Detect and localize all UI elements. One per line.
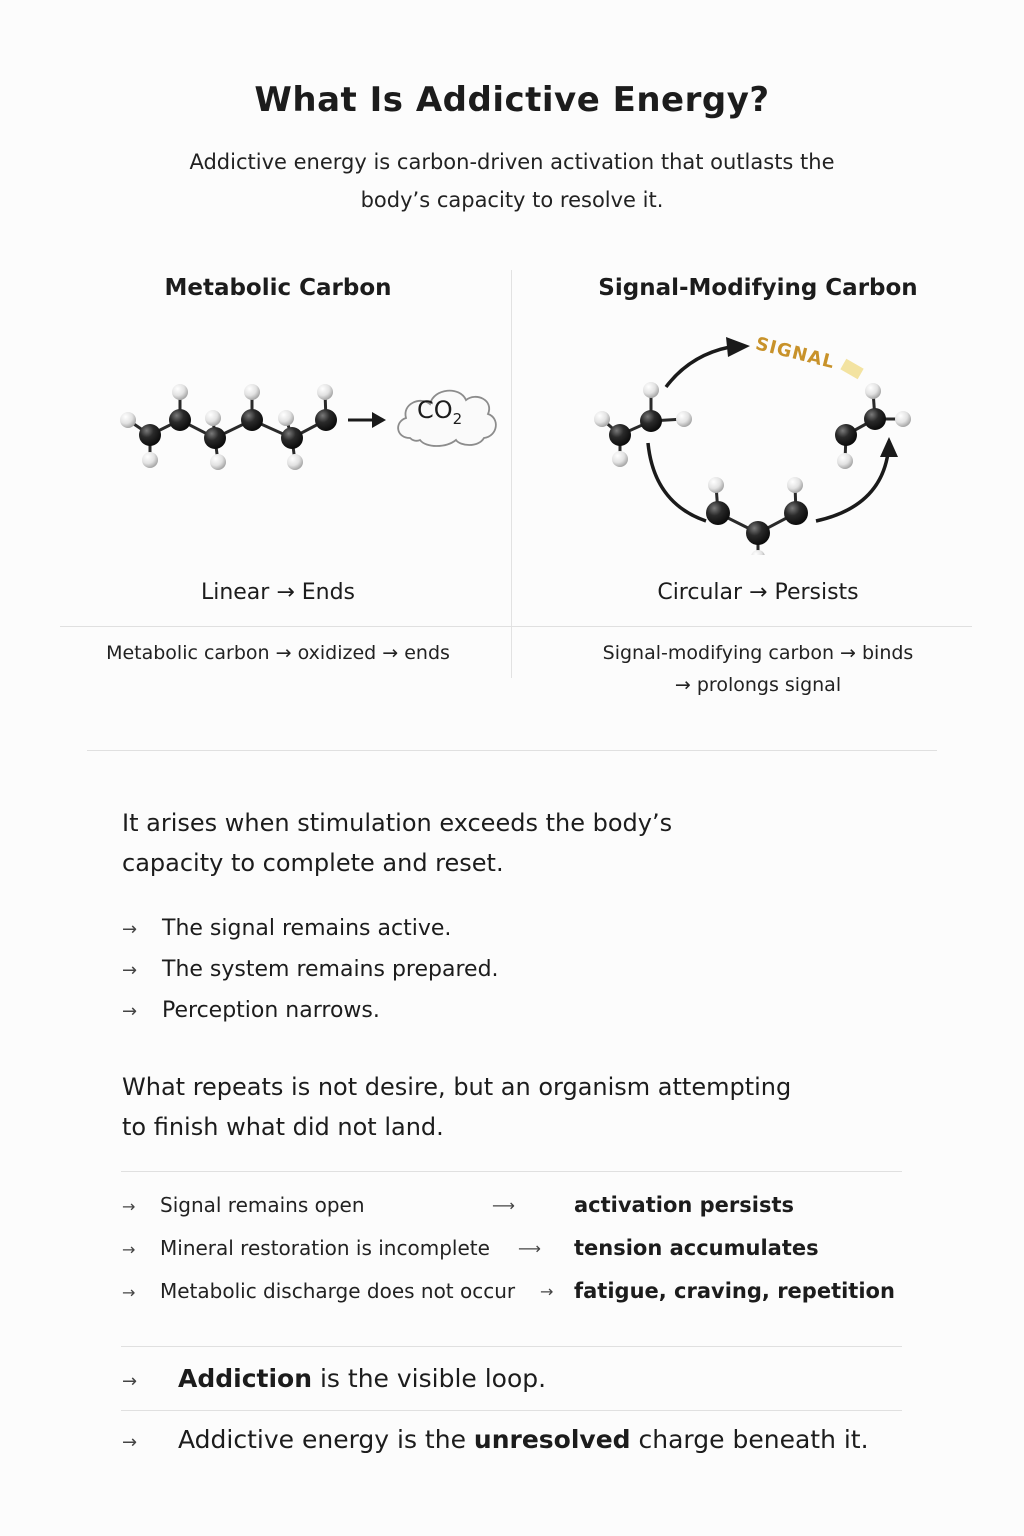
loop-arrowhead-right-icon bbox=[880, 437, 898, 457]
outcomes-table bbox=[122, 1184, 922, 1313]
arrow-icon: ⟶ bbox=[518, 1239, 541, 1258]
list-item: → Perception narrows. bbox=[122, 990, 922, 1031]
outcomes-top-divider bbox=[121, 1171, 902, 1172]
arrow-icon: → bbox=[122, 1001, 138, 1022]
conclusion-line-2: → Addictive energy is the unresolved charge beneath it. bbox=[122, 1408, 922, 1472]
signal-glow-bar bbox=[840, 359, 863, 379]
intro-paragraph bbox=[122, 803, 922, 883]
metabolic-note: Metabolic carbon → oxidized → ends bbox=[106, 642, 450, 664]
signal-note-line-2: → prolongs signal bbox=[674, 674, 842, 696]
repeat-line-1: What repeats is not desire, but an organism attempting bbox=[122, 1073, 792, 1101]
signal-label: SIGNAL bbox=[753, 333, 838, 374]
repeat-paragraph bbox=[122, 1067, 942, 1147]
intro-line-2: capacity to complete and reset. bbox=[122, 849, 504, 877]
repeat-line-2: to finish what did not land. bbox=[122, 1113, 444, 1141]
arrow-icon: → bbox=[122, 1283, 136, 1302]
result-cell: tension accumulates bbox=[574, 1236, 819, 1260]
conclusion bbox=[122, 1347, 922, 1411]
table-row bbox=[122, 1184, 922, 1227]
page-title: What Is Addictive Energy? bbox=[254, 80, 770, 120]
panel-divider bbox=[511, 270, 512, 678]
conclusion-line-1: → Addiction is the visible loop. bbox=[122, 1347, 922, 1411]
list-item: → The system remains prepared. bbox=[122, 949, 922, 990]
arrow-icon: → bbox=[540, 1282, 554, 1301]
condition-cell: Mineral restoration is incomplete bbox=[160, 1236, 490, 1260]
arrow-icon: ⟶ bbox=[492, 1196, 515, 1215]
effects-list bbox=[122, 908, 922, 1031]
result-cell: activation persists bbox=[574, 1193, 795, 1217]
section-divider bbox=[87, 750, 937, 751]
condition-cell: Signal remains open bbox=[160, 1193, 365, 1217]
signal-loop-diagram bbox=[580, 325, 940, 555]
circular-persists-caption: Circular → Persists bbox=[657, 580, 859, 605]
arrow-icon: → bbox=[122, 1432, 138, 1453]
arrow-icon: → bbox=[122, 1197, 136, 1216]
intro-line-1: It arises when stimulation exceeds the body’s bbox=[122, 809, 673, 837]
co2-label: $CO_2$ bbox=[417, 396, 463, 428]
arrow-icon: → bbox=[122, 960, 138, 981]
metabolic-carbon-heading: Metabolic Carbon bbox=[164, 275, 392, 301]
list-item: → The signal remains active. bbox=[122, 908, 922, 949]
signal-modifying-note bbox=[530, 637, 986, 701]
page-subtitle: Addictive energy is carbon-driven activation that outlasts the body’s capacity to resolve it. bbox=[189, 150, 835, 212]
carbon-chain-bonds bbox=[128, 392, 326, 462]
arrow-icon: → bbox=[122, 1240, 136, 1259]
table-row bbox=[122, 1270, 922, 1313]
conclusion-2 bbox=[122, 1408, 922, 1472]
loop-arrowhead-top-icon bbox=[726, 337, 750, 357]
table-row bbox=[122, 1227, 922, 1270]
condition-cell: Metabolic discharge does not occur bbox=[160, 1279, 516, 1303]
signal-note-line-1: Signal-modifying carbon → binds bbox=[602, 642, 914, 664]
arrow-icon: → bbox=[122, 1371, 138, 1392]
arrow-icon: → bbox=[122, 919, 138, 940]
caption-divider bbox=[60, 626, 972, 627]
result-cell: fatigue, craving, repetition bbox=[574, 1279, 895, 1303]
oxidation-arrow-icon bbox=[348, 412, 386, 428]
linear-ends-caption: Linear → Ends bbox=[200, 580, 356, 605]
signal-modifying-carbon-heading: Signal-Modifying Carbon bbox=[598, 275, 918, 301]
